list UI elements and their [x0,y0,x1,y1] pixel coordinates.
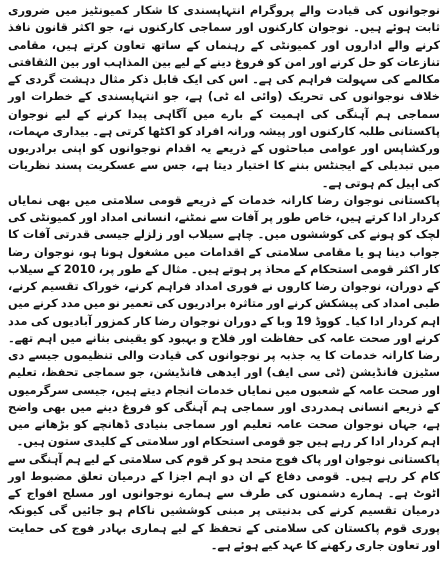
paragraph-youth-volunteer-services: پاکستانی نوجوان رضا کارانہ خدمات کے ذریعے قومی سلامتی میں بھی نمایاں کردار ادا کرتے ہیں، خاص طور پر آفات سے نمٹنے، انسانی امداد اور کمیونٹی کی لچک کو ہونے کی کوششوں میں۔ چاہے سیلاب اور زلزلے جیسی قدرتی آفات کا جواب دینا ہو یا مقامی سلامتی کے اقدامات میں مشغول ہونا ہو، نوجوان رضا کار اکثر قومی استحکام کے محاذ پر ہوتے ہیں۔ مثال کے طور پر، 2010 کے سیلاب کے دوران، نوجوان رضا کاروں نے فوری امداد فراہم کرنے، خوراک تقسیم کرنے، طبی امداد کی پیشکش کرنے اور متاثرہ برادریوں کی تعمیر نو میں مدد کرنے میں اہم کردار ادا کیا۔ کووڈ 19 وبا کے دوران نوجوان رضا کار کمزور آبادیوں کی مدد کرنے اور صحت عامہ کی حفاظت اور فلاح و بہبود کو یقینی بنانے میں اہم تھے۔ رضا کارانہ خدمات کا یہ جذبہ پر نوجوانوں کی قیادت والی تنظیموں جیسے دی سٹیزن فانڈیشن (ٹی سی ایف) اور ایدھی فانڈیشن، جو سماجی تحفظ، تعلیم اور صحت عامہ کے شعبوں میں نمایاں خدمات انجام دیتے ہیں، جیسی سرگرمیوں کے ذریعے انسانی ہمدردی اور سماجی ہم آہنگی کو فروغ دینے میں بھی واضح ہے، جہاں نوجوان صحت عامہ تعلیم اور سماجی بنیادی ڈھانچے کو بڑھانے میں اہم کردار ادا کر رہے ہیں جو قومی استحکام اور سلامتی کے کلیدی ستون ہیں۔ [8,192,441,449]
paragraph-youth-and-army-unity: پاکستانی نوجوان اور پاک فوج متحد ہو کر قوم کی سلامتی کے لیے ہم آہنگی سے کام کر رہے ہیں۔ قومی دفاع کے ان دو اہم اجزا کے درمیان تعلق مضبوط اور اٹوٹ ہے۔ ہمارے دشمنوں کی طرف سے ہمارے نوجوانوں اور مسلح افواج کے درمیان تقسیم کرنے کی بدنیتی پر مبنی کوششیں ناکام ہو جائیں گی کیونکہ پوری قوم پاکستان کی سلامتی کے تحفظ کے لیے ہماری بہادر فوج کی حمایت اور تعاون جاری رکھنے کا عہد کیے ہوئے ہے۔ [8,451,440,552]
article-body [8,2,440,554]
paragraph-youth-led-programs: نوجوانوں کی قیادت والے پروگرام انتہاپسندی کا شکار کمیونٹیز میں ضروری ثابت ہوئے ہیں۔ نوجوان کارکنوں اور سماجی کارکنوں نے، جو اکثر قانون نافذ کرنے والے اداروں اور کمیونٹی کے رہنماں کے ساتھ تعاون کرتے ہیں، مقامی تنازعات کو حل کرنے اور امن کو فروغ دینے کے لیے بین المذاہب اور بین الثقافتی مکالمے کی سہولت فراہم کی ہے۔ اس کی ایک قابل ذکر مثال دہشت گردی کے خلاف نوجوانوں کی تحریک (وائی اے ٹی) ہے، جو انتہاپسندی کے خطرات اور سماجی ہم آہنگی کی اہمیت کے بارے میں آگاہی پیدا کرنے کے لیے نوجوان پاکستانی طلبہ کارکنوں اور پیشہ ورانہ افراد کو اکٹھا کرتی ہے۔ بیداری مہمات، ورکشاپس اور عوامی مباحثوں کے ذریعے یہ اقدام نوجوانوں کو اپنی برادریوں میں تبدیلی کے ایجنٹس بننے کا اختیار دیتا ہے، جس سے عسکریت پسند نظریات کی اپیل کم ہوتی ہے۔ [8,3,440,190]
